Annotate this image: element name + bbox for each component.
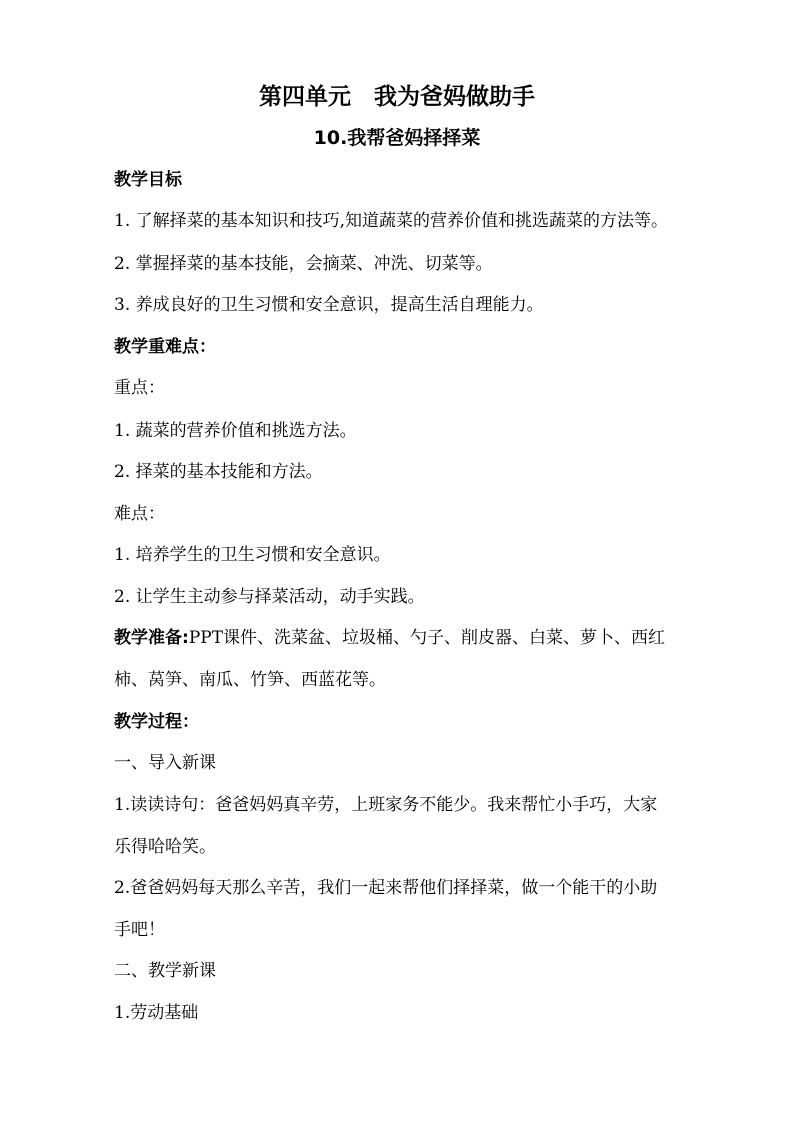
- section-heading: 二、教学新课: [114, 961, 216, 981]
- goal-item: 2. 掌握择菜的基本技能，会摘菜、冲洗、切菜等。: [114, 254, 493, 274]
- goal-item: 3. 养成良好的卫生习惯和安全意识，提高生活自理能力。: [114, 295, 544, 315]
- process-item: 1.劳动基础: [114, 1003, 199, 1023]
- lesson-title: 10.我帮爸妈择择菜: [313, 127, 481, 149]
- focus-item: 2. 择菜的基本技能和方法。: [114, 462, 323, 482]
- goals-heading: 教学目标: [114, 170, 182, 190]
- difficulty-item: 2. 让学生主动参与择菜活动，动手实践。: [114, 587, 425, 607]
- focus-item: 1. 蔬菜的营养价值和挑选方法。: [114, 421, 357, 441]
- keypoints-heading: 教学重难点：: [114, 337, 216, 357]
- difficulty-label: 难点：: [114, 504, 165, 524]
- process-item-continued: 手吧！: [114, 920, 165, 940]
- prep-text-continued: 柿、莴笋、南瓜、竹笋、西蓝花等。: [114, 670, 386, 690]
- process-item-continued: 乐得哈哈笑。: [114, 837, 216, 857]
- prep-label: 教学准备:: [114, 628, 189, 648]
- process-item: 1.读读诗句：爸爸妈妈真辛劳，上班家务不能少。我来帮忙小手巧，大家: [114, 795, 658, 815]
- process-heading: 教学过程：: [114, 712, 199, 732]
- focus-label: 重点：: [114, 378, 165, 398]
- difficulty-item: 1. 培养学生的卫生习惯和安全意识。: [114, 545, 391, 565]
- goal-item: 1. 了解择菜的基本知识和技巧,知道蔬菜的营养价值和挑选蔬菜的方法等。: [114, 211, 669, 231]
- section-heading: 一、导入新课: [114, 753, 216, 773]
- prep-paragraph: [114, 627, 734, 649]
- unit-title: 第四单元 我为爸妈做助手: [259, 84, 535, 110]
- process-item: 2.爸爸妈妈每天那么辛苦，我们一起来帮他们择择菜，做一个能干的小助: [114, 878, 658, 898]
- prep-text: PPT课件、洗菜盆、垃圾桶、勺子、削皮器、白菜、萝卜、西红: [188, 628, 666, 648]
